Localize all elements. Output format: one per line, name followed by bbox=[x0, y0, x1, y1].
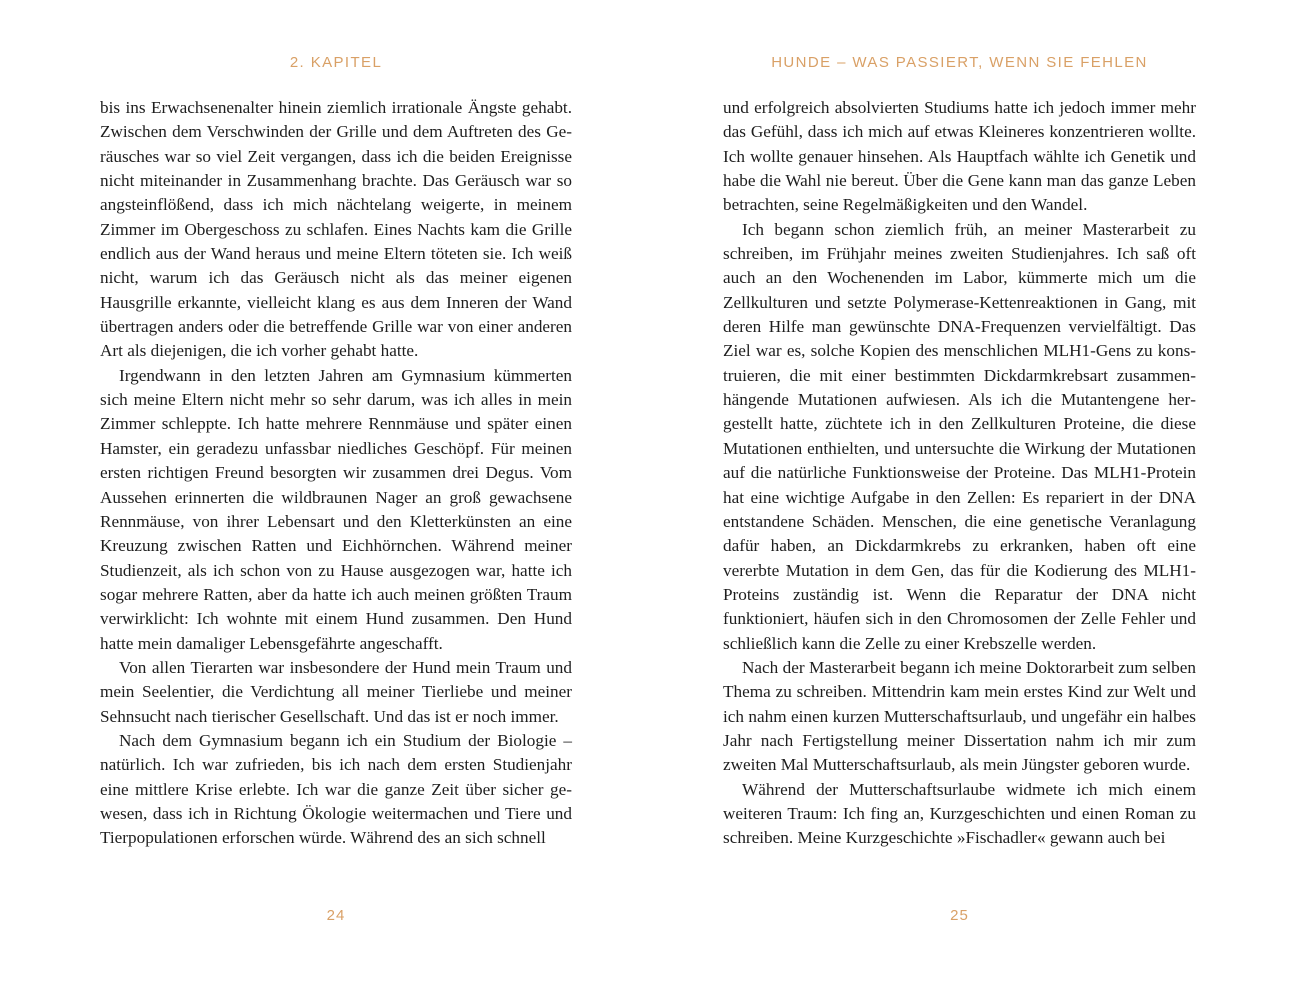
right-page bbox=[723, 0, 1196, 1000]
paragraph: Während der Mutterschaftsurlaube widmete ich mich einem weiteren Traum: Ich fing an, Kurzgeschichten und einen Roman zu schreiben. Meine Kurzgeschichte »Fischadler« gewann auch bei bbox=[723, 779, 1196, 848]
paragraph: Irgendwann in den letzten Jahren am Gymnasium kümmerten sich meine Eltern nicht mehr so sehr darum, was ich alles in mein Zimmer schleppte. Ich hatte mehrere Rennmäuse und später einen Hamster, ein geradezu unfassbar niedliches Geschöpf. Für meinen ersten richtigen Freund besorgten wir zusammen drei Degus. Vom Aussehen erinnerten die wildbraunen Nager an groß gewachsene Rennmäuse, von ihrer Lebensart und den Kletterkünsten an eine Kreuzung zwischen Ratten und Eichhörnchen. Während meiner Studienzeit, als ich schon von zu Hause ausgezogen war, hatte ich sogar mehrere Ratten, aber da hatte ich auch meinen größten Traum verwirklicht: Ich wohnte mit einem Hund zusammen. Den Hund hatte mein damaliger Lebensgefährte angeschafft. bbox=[100, 365, 572, 653]
right-page-body bbox=[723, 96, 1196, 851]
paragraph: bis ins Erwachsenenalter hinein ziemlich irrationale Ängste gehabt. Zwischen dem Verschwinden der Grille und dem Auftreten des Geräusches war so viel Zeit vergangen, dass ich die beiden Ereignisse nicht miteinander in Zusammenhang brachte. Das Geräusch war so angsteinflößend, dass ich mich nächtelang weigerte, in meinem Zimmer im Obergeschoss zu schlafen. Eines Nachts kam die Grille endlich aus der Wand heraus und meine Eltern töteten sie. Ich weiß nicht, warum ich das Geräusch nicht als das meiner eigenen Hausgrille erkannte, vielleicht klang es aus dem Inneren der Wand übertragen anders oder die betreffende Grille war von einer anderen Art als diejenigen, die ich vorher gehabt hatte. bbox=[100, 98, 572, 361]
paragraph: Von allen Tierarten war insbesondere der Hund mein Traum und mein Seelentier, die Verdichtung all meiner Tierliebe und meiner Sehnsucht nach tierischer Gesellschaft. Und das ist er noch immer. bbox=[100, 657, 572, 726]
page-number-left: 24 bbox=[326, 907, 346, 924]
paragraph: Ich begann schon ziemlich früh, an meiner Masterarbeit zu schreiben, im Frühjahr meines zweiten Studienjahres. Ich saß oft auch an den Wochenenden im Labor, kümmerte mich um die Zellkulturen und setzte Polymerase-Kettenreaktionen in Gang, mit deren Hilfe man gewünschte DNA-Frequenzen vervielfältigt. Das Ziel war es, solche Kopien des menschlichen MLH1-Gens zu konstruieren, die mit einer bestimmten Dickdarmkrebsart zusammenhängende Mutationen aufwiesen. Als ich die Mutantengene hergestellt hatte, züchtete ich in den Zellkulturen Proteine, die diese Mutationen enthielten, und untersuchte die Wirkung der Mutationen auf die natürliche Funktionsweise der Proteine. Das MLH1-Protein hat eine wichtige Aufgabe in den Zellen: Es repariert in der DNA entstandene Schäden. Menschen, die eine genetische Veranlagung dafür haben, an Dickdarmkrebs zu erkranken, haben oft eine vererbte Mutation in dem Gen, das für die Kodierung des MLH1-Proteins zuständig ist. Wenn die Reparatur der DNA nicht funktioniert, häufen sich in den Chromosomen der Zelle Fehler und schließlich kann die Zelle zu einer Krebszelle werden. bbox=[723, 219, 1196, 653]
left-page-body bbox=[100, 96, 572, 851]
left-page bbox=[100, 0, 572, 1000]
running-head-title: HUNDE – WAS PASSIERT, WENN SIE FEHLEN bbox=[771, 54, 1148, 71]
running-head-chapter: 2. KAPITEL bbox=[289, 54, 383, 71]
paragraph: Nach der Masterarbeit begann ich meine Doktorarbeit zum selben Thema zu schreiben. Mittendrin kam mein erstes Kind zur Welt und ich nahm einen kurzen Mutterschaftsurlaub, und ungefähr ein halbes Jahr nach Fertigstellung meiner Dissertation nahm ich mir zum zweiten Mal Mutterschaftsurlaub, als mein Jüngster geboren wurde. bbox=[723, 657, 1196, 775]
paragraph: und erfolgreich absolvierten Studiums hatte ich jedoch immer mehr das Gefühl, dass ich mich auf etwas Kleineres konzentrieren wollte. Ich wollte genauer hinsehen. Als Hauptfach wählte ich Genetik und habe die Wahl nie bereut. Über die Gene kann man das ganze Leben betrachten, seine Regelmäßigkeiten und den Wandel. bbox=[723, 98, 1196, 215]
paragraph: Nach dem Gymnasium begann ich ein Studium der Biologie – natürlich. Ich war zufrieden, bis ich nach dem ersten Studienjahr eine mittlere Krise erlebte. Ich war die ganze Zeit über sicher gewesen, dass ich in Richtung Ökologie weitermachen und Tiere und Tierpopulationen erforschen würde. Während des an sich schnell bbox=[100, 730, 572, 848]
page-number-right: 25 bbox=[950, 907, 969, 924]
